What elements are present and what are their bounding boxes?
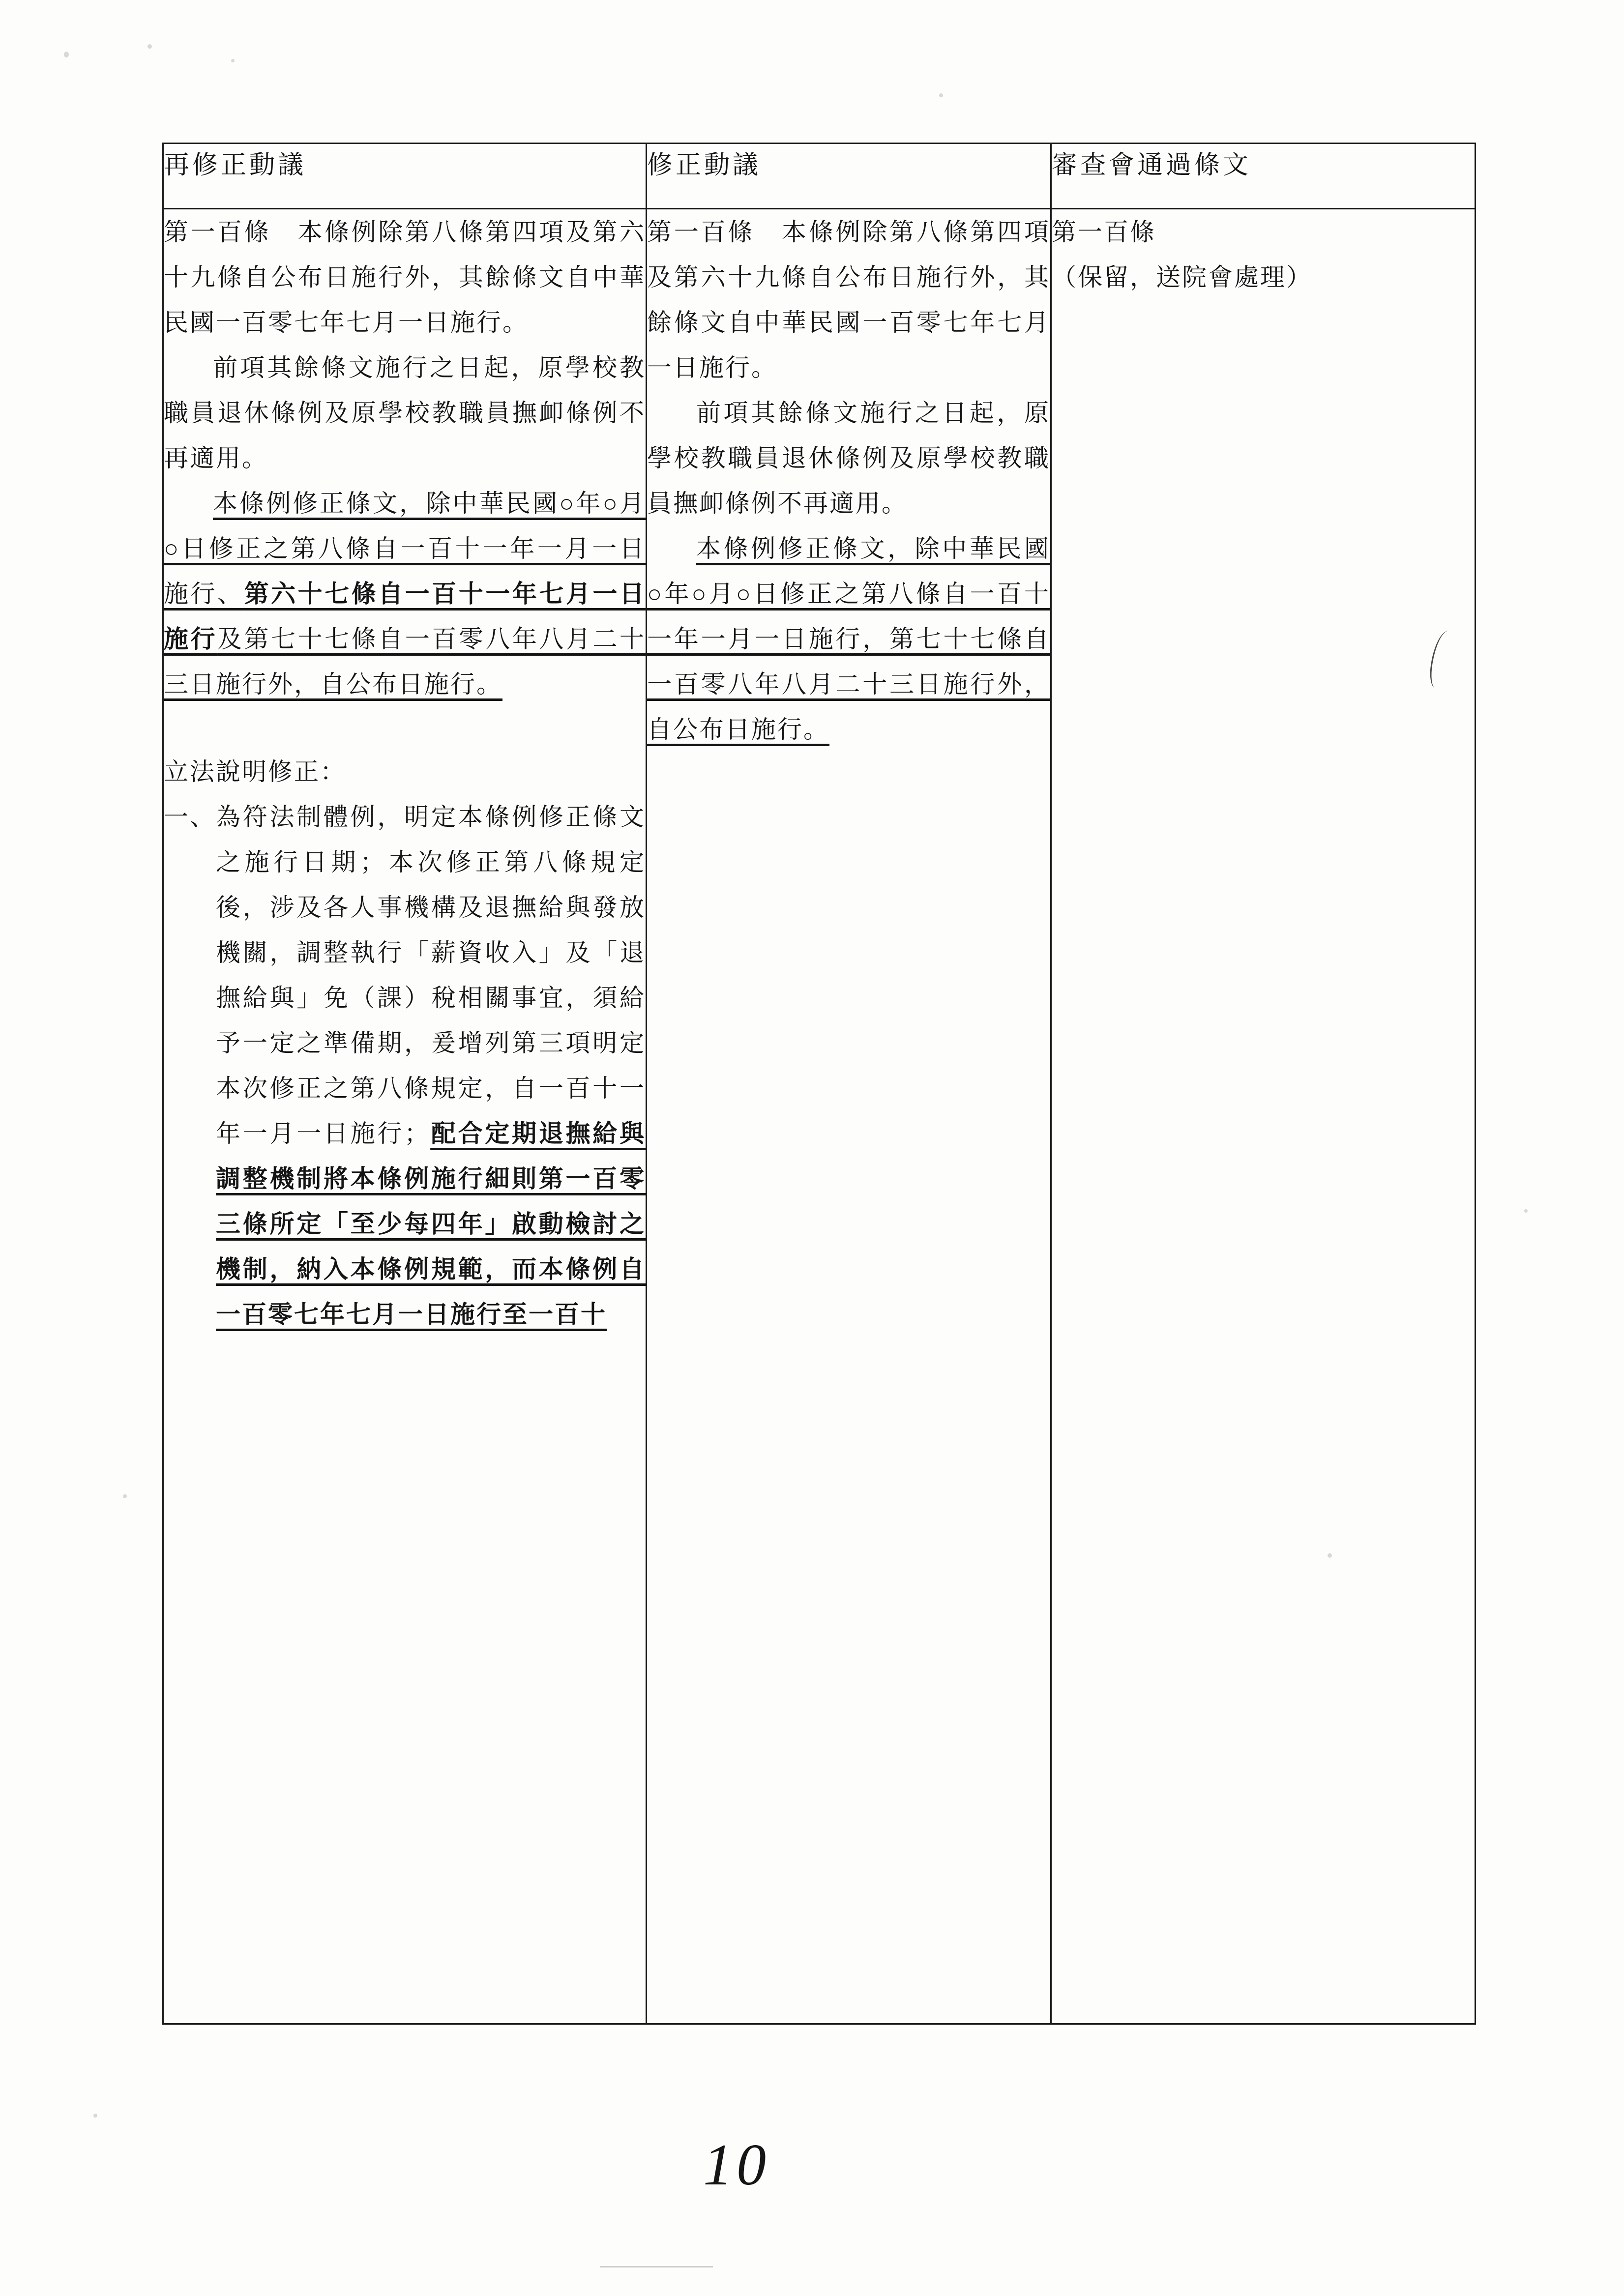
scan-speck [64, 52, 69, 58]
amendment-paragraph-3: 本條例修正條文，除中華民國○年○月○日修正之第八條自一百十一年一月一日施行，第七十七條自一百零八年八月二十三日施行外，自公布日施行。 [647, 535, 1050, 743]
scan-speck [939, 93, 943, 97]
table-body-row [163, 209, 1476, 2024]
scan-speck [148, 44, 152, 49]
article-100-paragraph-1: 第一百條 本條例除第八條第四項及第六十九條自公布日施行外，其餘條文自中華民國一百零七年七月一日施行。 [164, 218, 646, 336]
list-item-text-emphasis: 配合定期退撫給與調整機制將本條例施行細則第一百零三條所定「至少每四年」啟動檢討之機制，納入本條例規範，而本條例自一百零七年七月一日施行至一百十 [216, 1120, 646, 1328]
cell-amendment [647, 209, 1051, 2024]
paragraph-spacer [164, 707, 646, 749]
scan-speck [231, 59, 235, 62]
list-item-text-plain: 為符法制體例，明定本條例修正條文之施行日期；本次修正第八條規定後，涉及各人事機構及退撫給與發放機關，調整執行「薪資收入」及「退撫給與」免（課）稅相關事宜，須給予一定之準備期，爰增列第三項明定本次修正之第八條規定，自一百十一年一月一日施行； [216, 803, 646, 1147]
scan-speck [93, 2114, 97, 2118]
article-100-paragraph-2: 前項其餘條文施行之日起，原學校教職員退休條例及原學校教職員撫卹條例不再適用。 [164, 354, 646, 472]
scan-speck [123, 1494, 127, 1498]
article-100-paragraph-3 [164, 481, 646, 707]
column-header-amendment: 修正動議 [647, 144, 1051, 209]
amendment-paragraph-1: 第一百條 本條例除第八條第四項及第六十九條自公布日施行外，其餘條文自中華民國一百零七年七月一日施行。 [647, 218, 1050, 381]
footer-divider [600, 2266, 713, 2267]
cell-review-passed [1051, 209, 1476, 2024]
amendment-paragraph-2: 前項其餘條文施行之日起，原學校教職員退休條例及原學校教職員撫卹條例不再適用。 [647, 399, 1050, 517]
review-article-number: 第一百條 [1052, 218, 1156, 246]
comparison-table [162, 143, 1476, 2025]
list-item-text [216, 794, 646, 1337]
page-number: 10 [703, 2132, 770, 2197]
explanation-list-item-1 [164, 794, 646, 1337]
legislative-explanation-title: 立法說明修正： [164, 758, 346, 785]
scan-speck [1524, 1209, 1528, 1213]
table-header-row [163, 144, 1476, 209]
column-header-re-amendment: 再修正動議 [163, 144, 647, 209]
list-item-marker: 一、 [164, 803, 216, 831]
cell-re-amendment [163, 209, 647, 2024]
column-header-review-passed: 審查會通過條文 [1051, 144, 1476, 209]
paragraph-3-part-3: 及第七十七條自一百零八年八月二十三日施行外，自公布日施行。 [164, 625, 646, 698]
paragraph-3-part-2-bold: 第六十七條自一百十一年七月一日施行 [164, 580, 646, 653]
handwritten-pen-mark [1427, 629, 1457, 690]
review-status-note: （保留，送院會處理） [1052, 263, 1312, 291]
paragraph-3-part-1: 本條例修正條文，除中華民國○年○月○日修正之第八條自一百十一年一月一日施行、 [164, 490, 646, 608]
